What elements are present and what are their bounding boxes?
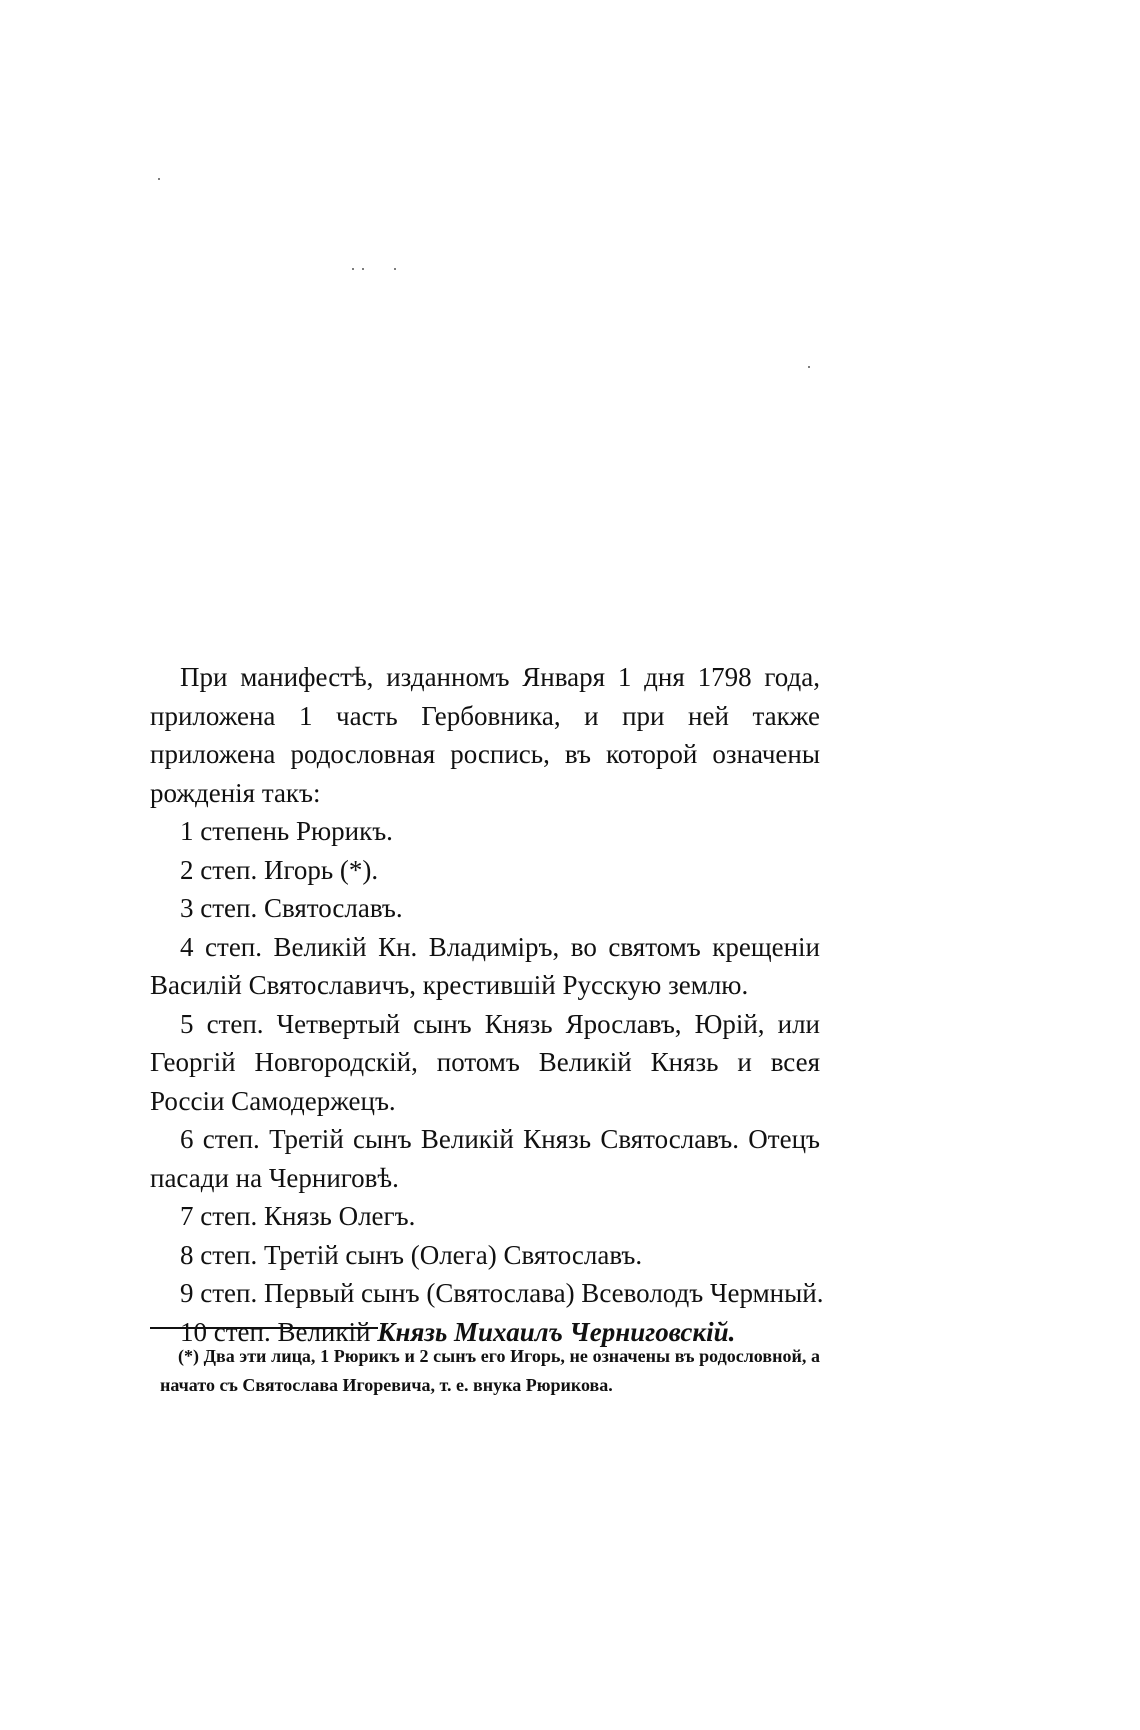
degree-line: 7 степ. Князь Олегъ.: [180, 1201, 416, 1231]
footnote: (*) Два эти лица, 1 Рюрикъ и 2 сынъ его Игорь, не означены въ родословной, а начато съ Святослава Игоревича, т. е. внука Рюрикова.: [160, 1346, 820, 1395]
footnote-divider: [150, 1327, 378, 1329]
degree-line: 5 степ. Четвертый сынъ Князь Ярославъ, Юрій, или Георгій Новгородскій, потомъ Великій Князь и всея Россіи Самодержецъ.: [150, 1008, 820, 1116]
scan-speck: [362, 268, 364, 270]
degree-line: 1 степень Рюрикъ.: [180, 816, 393, 846]
degree-line: 8 степ. Третій сынъ (Олега) Святославъ.: [180, 1239, 643, 1270]
degree-line: 6 степ. Третій сынъ Великій Князь Святославъ. Отецъ пасади на Черниговѣ.: [150, 1124, 820, 1193]
degree-line: 9 степ. Первый сынъ (Святослава) Всеволодъ Чермный.: [180, 1278, 824, 1308]
degree-line: 3 степ. Святославъ.: [180, 893, 403, 923]
degree-line: 2 степ. Игорь (*).: [180, 854, 379, 885]
main-text: [150, 658, 824, 1351]
scan-speck: [808, 366, 810, 368]
intro-paragraph: При манифестѣ, изданномъ Января 1 дня 1798 года, приложена 1 часть Гербовника, и при ней также приложена родословная роспись, въ которой означены рожденія такъ:: [150, 662, 820, 808]
scan-speck: [352, 268, 354, 270]
degree-10-italic: Князь Михаилъ Черниговскій.: [377, 1316, 736, 1347]
degree-line: 4 степ. Великій Кн. Владиміръ, во святомъ крещеніи Василій Святославичъ, крестившій Русскую землю.: [150, 931, 820, 1000]
degree-10-prefix: 10 степ. Великій: [180, 1316, 378, 1347]
scan-speck: [158, 178, 160, 180]
scan-speck: [394, 268, 396, 270]
